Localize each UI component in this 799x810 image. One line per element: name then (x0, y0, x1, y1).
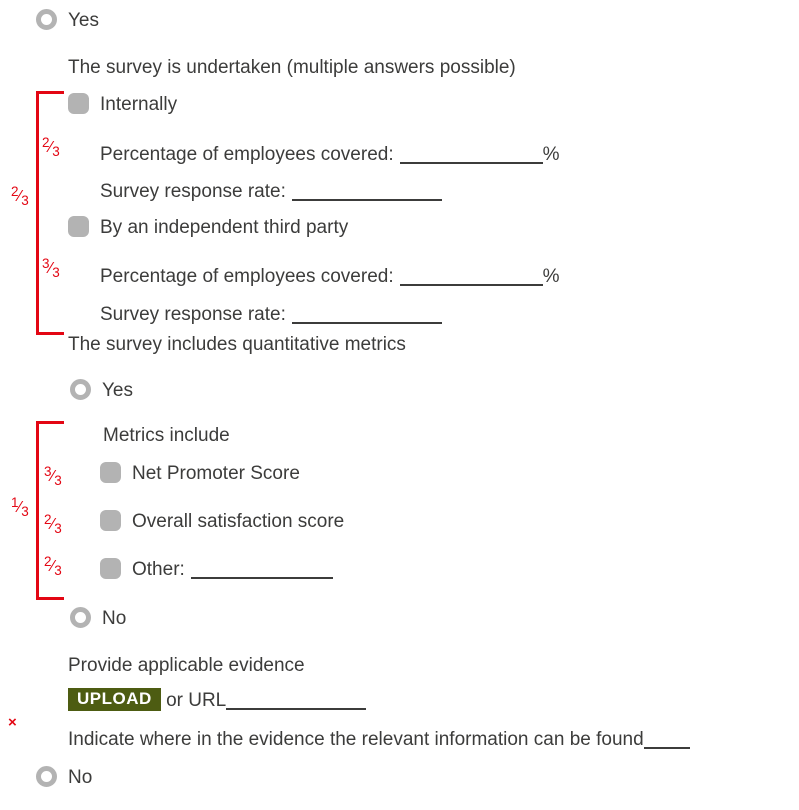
radio-top-yes-label: Yes (68, 10, 99, 31)
annotation-score-other: 2⁄3 (44, 554, 62, 578)
radio-bottom-no-label: No (68, 767, 93, 788)
row-nps (100, 461, 300, 487)
annotation-score-pct1: 2⁄3 (42, 135, 60, 159)
heading-quantitative-metrics-text: The survey includes quantitative metrics (68, 334, 406, 355)
checkbox-internally[interactable] (68, 93, 89, 114)
heading-provide-evidence-text: Provide applicable evidence (68, 655, 305, 676)
row-bottom-no (36, 765, 92, 791)
row-response-rate-2 (100, 302, 442, 328)
heading-survey-undertaken (68, 55, 516, 81)
heading-quantitative-metrics (68, 332, 406, 358)
heading-survey-undertaken-text: The survey is undertaken (multiple answers possible) (68, 57, 516, 78)
row-top-yes (36, 8, 99, 34)
radio-top-yes[interactable] (36, 9, 57, 30)
row-upload (68, 688, 366, 714)
annotation-score-overall: 2⁄3 (44, 512, 62, 536)
row-percentage-covered-1 (100, 142, 560, 168)
heading-provide-evidence (68, 653, 305, 679)
percentage-covered-input-2[interactable] (400, 272, 543, 286)
url-input[interactable] (226, 696, 366, 710)
radio-metrics-no[interactable] (70, 607, 91, 628)
radio-metrics-yes-label: Yes (102, 380, 133, 401)
other-input[interactable] (191, 565, 333, 579)
row-percentage-covered-2 (100, 264, 560, 290)
or-url-label: or URL (166, 690, 227, 711)
row-overall-satisfaction (100, 509, 344, 535)
indicate-evidence-label: Indicate where in the evidence the relevant information can be found (68, 729, 644, 750)
heading-metrics-include-text: Metrics include (103, 425, 230, 446)
checkbox-overall-satisfaction-label: Overall satisfaction score (132, 511, 345, 532)
checkbox-third-party[interactable] (68, 216, 89, 237)
annotation-cross-icon: × (8, 714, 17, 731)
row-third-party (68, 215, 348, 241)
checkbox-other-label: Other: (132, 559, 185, 580)
response-rate-input-2[interactable] (292, 310, 442, 324)
response-rate-label-1: Survey response rate: (100, 181, 286, 202)
checkbox-other[interactable] (100, 558, 121, 579)
percentage-covered-label-2: Percentage of employees covered: (100, 266, 394, 287)
annotation-bracket1-vertical (36, 91, 39, 335)
checkbox-overall-satisfaction[interactable] (100, 510, 121, 531)
row-internally (68, 92, 177, 118)
radio-metrics-yes[interactable] (70, 379, 91, 400)
response-rate-input-1[interactable] (292, 187, 442, 201)
annotation-score-pct2: 3⁄3 (42, 256, 60, 280)
annotation-score-bracket1-outer: 2⁄3 (11, 184, 29, 208)
indicate-evidence-input[interactable] (644, 735, 690, 749)
checkbox-nps[interactable] (100, 462, 121, 483)
heading-metrics-include (103, 423, 230, 449)
radio-bottom-no[interactable] (36, 766, 57, 787)
annotation-score-nps: 3⁄3 (44, 464, 62, 488)
annotation-bracket2-top-tick (36, 421, 64, 424)
annotation-bracket1-top-tick (36, 91, 64, 94)
annotation-score-bracket2-outer: 1⁄3 (11, 495, 29, 519)
row-metrics-no (70, 606, 126, 632)
checkbox-nps-label: Net Promoter Score (132, 463, 300, 484)
row-indicate-evidence (68, 727, 690, 753)
response-rate-label-2: Survey response rate: (100, 304, 286, 325)
annotation-bracket1-bottom-tick (36, 332, 64, 335)
checkbox-third-party-label: By an independent third party (100, 217, 349, 238)
radio-metrics-no-label: No (102, 608, 127, 629)
row-other (100, 557, 333, 583)
percent-sign-2: % (542, 266, 560, 287)
annotation-bracket2-vertical (36, 421, 39, 600)
percent-sign-1: % (542, 144, 560, 165)
annotation-bracket2-bottom-tick (36, 597, 64, 600)
percentage-covered-input-1[interactable] (400, 150, 543, 164)
percentage-covered-label-1: Percentage of employees covered: (100, 144, 394, 165)
row-response-rate-1 (100, 179, 442, 205)
checkbox-internally-label: Internally (100, 94, 178, 115)
row-metrics-yes (70, 378, 133, 404)
upload-button[interactable]: UPLOAD (68, 688, 161, 711)
